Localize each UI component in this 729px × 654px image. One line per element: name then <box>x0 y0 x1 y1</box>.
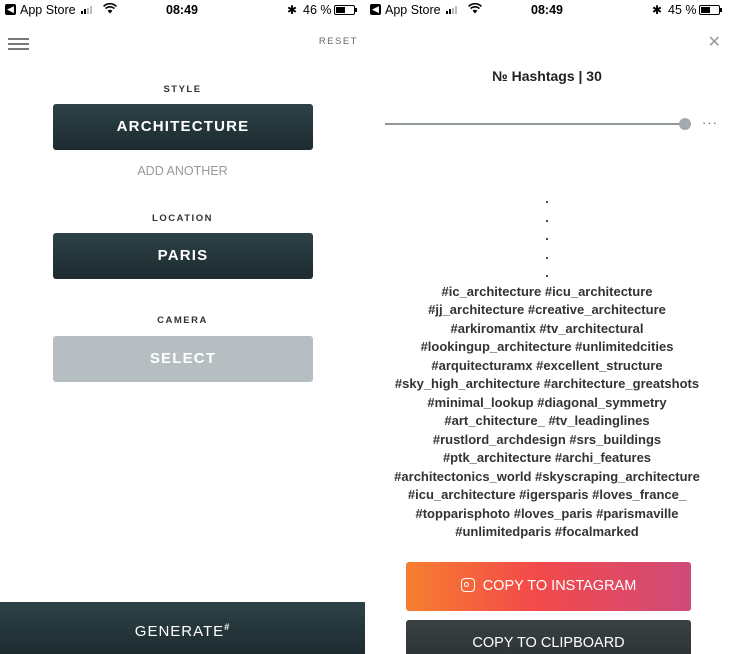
hashtag-line: #icu_architecture #igersparis #loves_france_ <box>407 487 687 502</box>
hashtag-line: #architectonics_world #skyscraping_architecture <box>394 468 700 484</box>
hashtag-line: #arquitecturamx #excellent_structure <box>431 357 663 373</box>
menu-icon[interactable] <box>8 38 29 50</box>
battery-icon <box>699 5 720 15</box>
back-icon[interactable]: ◀ <box>370 4 381 15</box>
hashtag-line: #ic_architecture #icu_architecture <box>441 283 653 299</box>
bluetooth-icon: ✱ <box>287 3 298 17</box>
camera-label: CAMERA <box>157 315 208 326</box>
hashtag-line: #arkiromantix #tv_architectural <box>450 320 644 336</box>
status-time: 08:49 <box>166 3 198 17</box>
style-label: STYLE <box>163 84 202 95</box>
hashtag-line: #lookingup_architecture #unlimitedcities <box>420 339 674 354</box>
battery-percent: 45 % <box>668 3 697 17</box>
back-icon[interactable]: ◀ <box>5 4 16 15</box>
copy-to-clipboard-button[interactable]: COPY TO CLIPBOARD <box>406 620 691 654</box>
hashtag-line: #jj_architecture #creative_architecture <box>428 302 666 317</box>
battery-icon <box>334 5 355 15</box>
location-label: LOCATION <box>152 213 213 224</box>
hash-mark: # <box>224 622 231 632</box>
status-time: 08:49 <box>531 3 563 17</box>
wifi-icon <box>103 3 117 14</box>
status-bar <box>0 0 365 20</box>
ellipsis-dot: . <box>545 265 549 280</box>
instagram-icon <box>461 578 475 592</box>
generate-label: GENERATE <box>134 623 225 640</box>
close-icon[interactable]: ✕ <box>707 34 721 51</box>
ellipsis-dot: . <box>545 246 549 262</box>
back-app-label[interactable]: App Store <box>385 3 441 17</box>
hashtag-line: #sky_high_architecture #architecture_greatshots <box>394 376 700 391</box>
ellipsis-dot: . <box>545 191 549 206</box>
generate-button[interactable] <box>0 602 365 654</box>
hashtag-line: #rustlord_archdesign #srs_buildings <box>432 431 662 447</box>
copy-to-instagram-label: COPY TO INSTAGRAM <box>482 578 637 594</box>
hashtag-list <box>365 190 729 542</box>
hashtag-line: #topparisphoto #loves_paris #parismaville <box>415 505 679 521</box>
ellipsis-dot: . <box>545 209 549 225</box>
slider-thumb[interactable] <box>679 118 691 130</box>
more-icon[interactable]: ··· <box>702 115 718 130</box>
wifi-icon <box>468 3 482 14</box>
signal-icon <box>446 6 457 14</box>
hashtag-line: #art_chitecture_ #tv_leadinglines <box>444 413 650 428</box>
hashtag-line: #unlimitedparis #focalmarked <box>455 524 639 539</box>
camera-select-button[interactable]: SELECT <box>53 336 313 382</box>
copy-to-instagram-button[interactable] <box>406 562 691 611</box>
ellipsis-dot: . <box>545 228 549 243</box>
style-select-button[interactable]: ARCHITECTURE <box>53 104 313 150</box>
hashtag-line: #minimal_lookup #diagonal_symmetry <box>427 394 667 410</box>
hashtag-line: #ptk_architecture #archi_features <box>442 450 652 465</box>
add-another-button[interactable]: ADD ANOTHER <box>137 164 228 178</box>
right-screen <box>365 0 729 654</box>
slider-track <box>385 123 691 125</box>
hashtag-count-title: № Hashtags | 30 <box>492 68 602 84</box>
battery-percent: 46 % <box>303 3 332 17</box>
location-select-button[interactable]: PARIS <box>53 233 313 279</box>
bluetooth-icon: ✱ <box>652 3 663 17</box>
back-app-label[interactable]: App Store <box>20 3 76 17</box>
status-bar <box>365 0 729 20</box>
hashtag-count-slider[interactable] <box>385 117 691 131</box>
reset-button[interactable]: RESET <box>318 36 358 47</box>
signal-icon <box>81 6 92 14</box>
